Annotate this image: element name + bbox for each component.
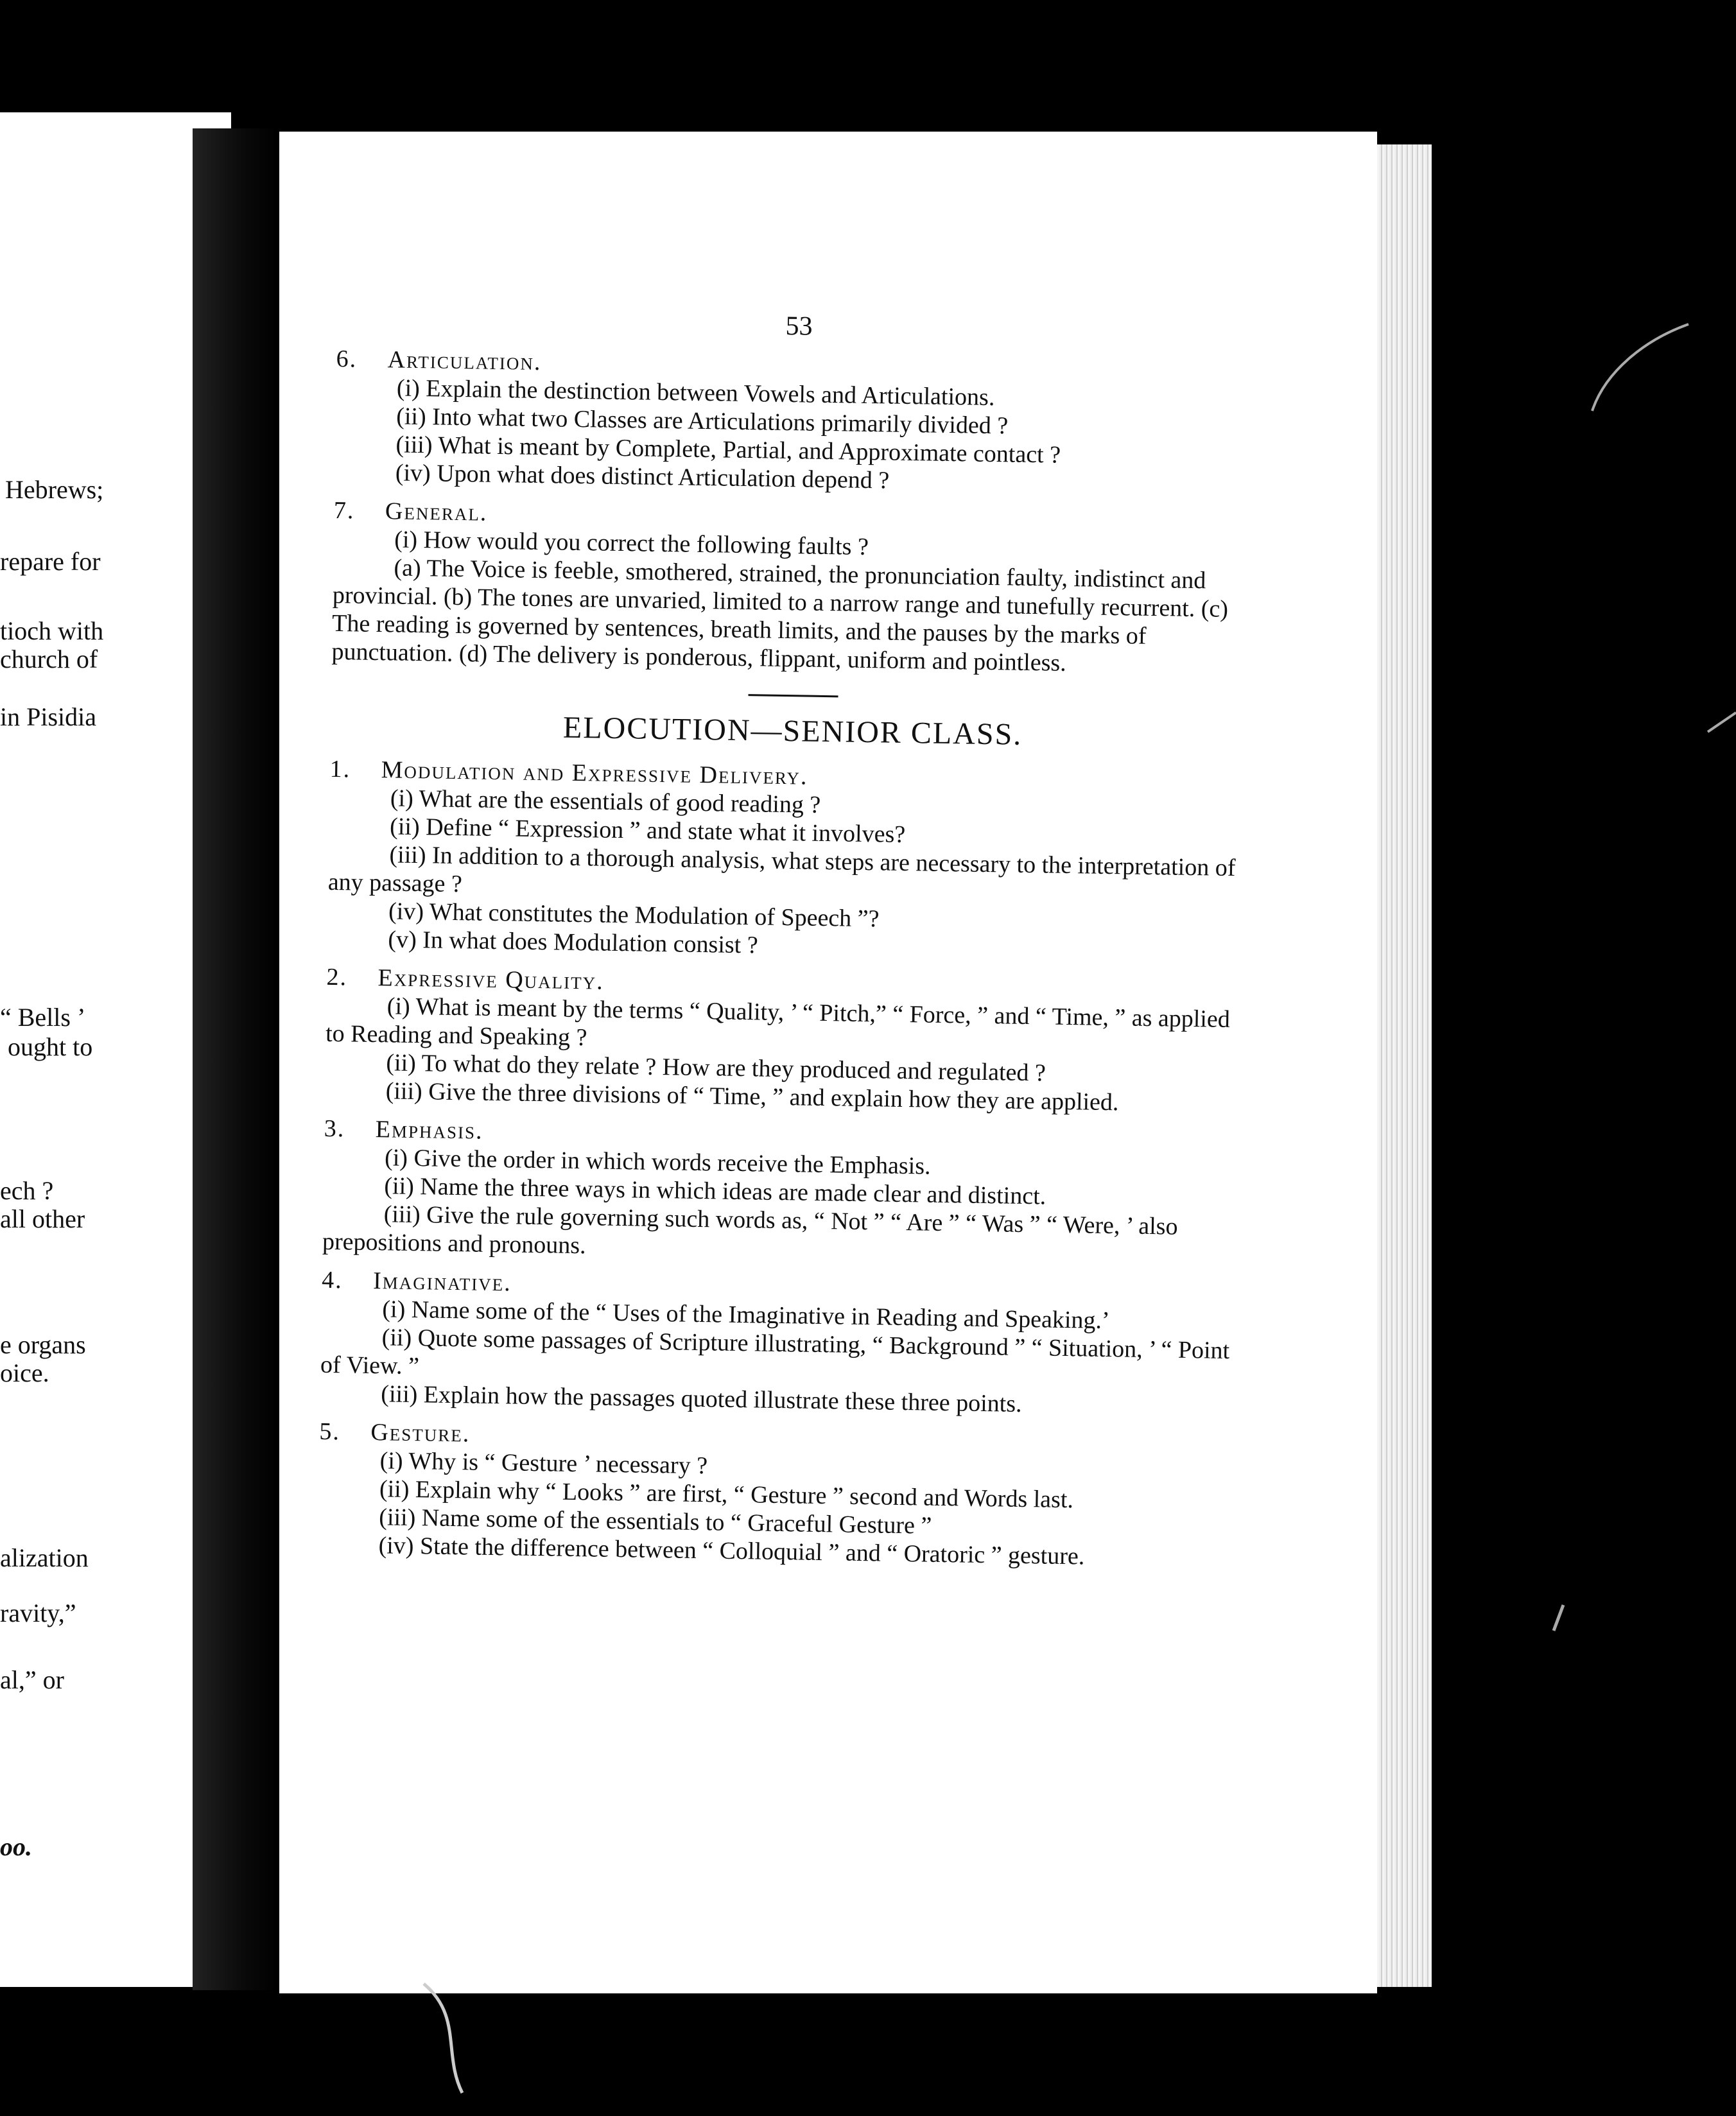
question: (i) Why is “ Gesture ’ necessary ? [379, 1447, 708, 1480]
left-fragment: ravity,” [0, 1599, 76, 1627]
question: (i) Give the order in which words receive the Emphasis. [384, 1144, 931, 1180]
section-title: Expressive Quality. [378, 964, 605, 995]
question: (ii) Explain why “ Looks ” are first, “ Gesture ” second and Words last. [379, 1475, 1074, 1514]
section-number: 2. [326, 963, 348, 991]
question: (i) How would you correct the following faults ? [394, 526, 869, 561]
left-fragment: Hebrews; [5, 475, 104, 504]
left-fragment: ech ? [0, 1176, 54, 1205]
section-number: 4. [321, 1266, 343, 1294]
question: (iii) What is meant by Complete, Partial, and Approximate contact ? [395, 431, 1061, 469]
section-title: Gesture. [370, 1419, 471, 1448]
question: (a) The Voice is feeble, smothered, strained, the pronunciation faulty, indistinct and provincial. (b) The tones are unvaried, limited to a narrow range and tunefully recurrent. (c) The reading is governed by sentences, breath limits, and the pauses by the marks of punctuation. (d) The delivery is ponderous, flippant, uniform and pointless. [331, 554, 1229, 677]
question: (v) In what does Modulation consist ? [388, 926, 758, 959]
left-fragment: al,” or [0, 1665, 64, 1694]
section-title: General. [385, 498, 488, 526]
left-fragment: tioch with [0, 616, 104, 645]
question: (i) Explain the destinction between Vowels and Articulations. [396, 374, 995, 412]
question: (i) What is meant by the terms “ Quality, ’ “ Pitch,” “ Force, ” and “ Time, ” as applied to Reading and Speaking ? [325, 993, 1231, 1052]
question: (iv) What constitutes the Modulation of Speech ”? [388, 898, 880, 933]
left-fragment: church of [0, 645, 98, 673]
question: (ii) Into what two Classes are Articulations primarily divided ? [395, 403, 1009, 440]
left-fragment: alization [0, 1543, 89, 1572]
question: (ii) To what do they relate ? How are they produced and regulated ? [386, 1049, 1046, 1087]
question: (iii) Explain how the passages quoted illustrate these three points. [381, 1380, 1022, 1418]
section-title: Modulation and Expressive Delivery. [381, 756, 808, 790]
question: (iii) Name some of the essentials to “ Graceful Gesture ” [379, 1504, 932, 1539]
section-title: Articulation. [387, 346, 542, 376]
question: (i) What are the essentials of good reading ? [390, 785, 821, 819]
question: (iii) In addition to a thorough analysis, what steps are necessary to the interpretation of any passage ? [327, 841, 1236, 898]
left-fragment: “ Bells ’ [0, 1003, 86, 1032]
section-number: 5. [319, 1418, 341, 1446]
left-fragment: in Pisidia [0, 702, 97, 731]
question: (ii) Define “ Expression ” and state what it involves? [389, 813, 906, 849]
question: (iii) Give the three divisions of “ Time, ” and explain how they are applied. [385, 1077, 1119, 1116]
question: (iii) Give the rule governing such words as, “ Not ” “ Are ” “ Was ” “ Were, ’ also prepositions and pronouns. [322, 1201, 1178, 1260]
left-fragment: all other [0, 1204, 85, 1233]
question: (iv) State the difference between “ Colloquial ” and “ Oratoric ” gesture. [378, 1532, 1085, 1570]
question: (i) Name some of the “ Uses of the Imaginative in Reading and Speaking.’ [382, 1296, 1110, 1335]
question: (ii) Quote some passages of Scripture illustrating, “ Background ” “ Situation, ’ “ Point of View. ” [320, 1324, 1230, 1380]
question: (iv) Upon what does distinct Articulation depend ? [395, 459, 890, 494]
section-title: Imaginative. [372, 1267, 512, 1297]
left-fragment: ought to [8, 1032, 93, 1061]
left-fragment: oice. [0, 1358, 49, 1387]
section-number: 1. [329, 755, 351, 783]
left-fragment: repare for [0, 547, 101, 576]
section-number: 7. [333, 496, 355, 525]
left-fragment: e organs [0, 1330, 86, 1359]
question: (ii) Name the three ways in which ideas are made clear and distinct. [384, 1172, 1046, 1210]
page-number: 53 [785, 311, 813, 342]
left-fragment: oo. [0, 1832, 32, 1861]
section-title: Emphasis. [375, 1116, 483, 1145]
section-number: 3. [324, 1114, 345, 1143]
class-title: ELOCUTION—SENIOR CLASS. [562, 710, 1023, 752]
section-number: 6. [336, 345, 358, 373]
